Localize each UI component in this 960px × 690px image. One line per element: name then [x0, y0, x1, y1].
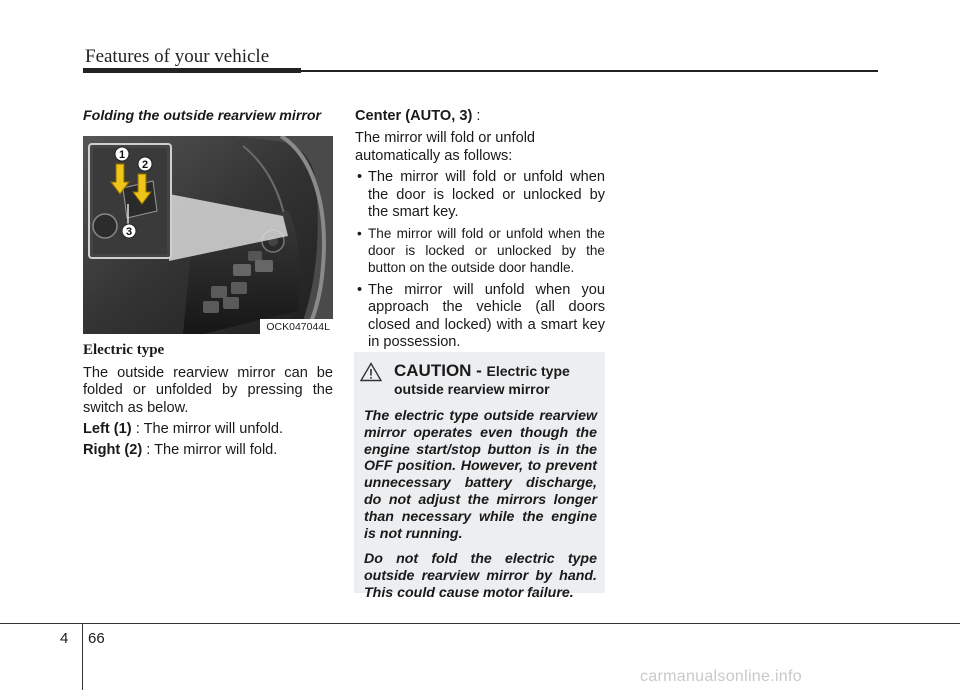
center-label: Center (AUTO, 3)	[355, 108, 473, 124]
bullet-icon: •	[357, 226, 362, 242]
callout-3	[122, 224, 136, 238]
svg-text:3: 3	[125, 226, 133, 239]
bullet-icon: •	[357, 281, 363, 298]
caution-paragraph: Do not fold the electric type outside rearview mirror by hand. This could cause motor failure.	[364, 551, 597, 601]
intro-text: The outside rearview mirror can be folded or unfolded by pressing the switch as below.	[83, 364, 333, 416]
callout-1	[115, 147, 129, 161]
right-column	[355, 108, 605, 356]
chapter-number: 4	[60, 630, 69, 647]
auto-intro: The mirror will fold or unfold automatically as follows:	[355, 130, 536, 164]
left-label: Left (1)	[83, 421, 132, 438]
caution-subtitle: outside rearview mirror	[394, 381, 550, 397]
center-suffix: :	[472, 108, 481, 124]
footer-divider	[82, 623, 83, 690]
bullet-icon: •	[357, 169, 363, 186]
right-text: : The mirror will fold.	[146, 442, 278, 459]
caution-title-rest: Electric type	[486, 363, 570, 379]
center-heading	[355, 108, 605, 125]
auto-list	[355, 169, 605, 351]
caution-header	[364, 362, 597, 398]
image-code: OCK047044L	[260, 319, 333, 334]
left-text: : The mirror will unfold.	[135, 421, 284, 438]
caution-label: CAUTION -	[394, 361, 487, 380]
right-label: Right (2)	[83, 442, 143, 459]
mirror-switch-photo	[83, 136, 333, 334]
left-instruction	[83, 421, 333, 438]
list-item: • The mirror will unfold when you approach the vehicle (all doors closed and locked) with a smart key in possession.	[357, 281, 605, 351]
electric-type-subheading: Electric type	[83, 342, 165, 359]
header-title: Features of your vehicle	[85, 46, 270, 67]
list-item: • The mirror will fold or unfold when the door is locked or unlocked by the smart key.	[357, 169, 605, 221]
left-column	[83, 108, 333, 464]
door-panel-illustration	[83, 136, 333, 334]
header-rule	[301, 70, 878, 72]
caution-paragraph: The electric type outside rearview mirror operates even though the engine start/stop button is in the OFF position. However, to prevent unnecessary battery discharge, do not adjust the mirrors longer than necessary while the engine is not running.	[364, 408, 597, 542]
warning-triangle-icon	[360, 362, 382, 382]
svg-text:2: 2	[141, 159, 149, 172]
caution-title	[394, 362, 597, 381]
caution-box	[354, 352, 605, 601]
list-item: • The mirror will fold or unfold when the door is locked or unlocked by the button on the outside door handle.	[357, 226, 605, 276]
footer-rule	[0, 623, 960, 624]
callout-2	[138, 157, 152, 171]
section-heading: Folding the outside rearview mirror	[83, 108, 322, 124]
page-number: 66	[88, 630, 105, 647]
svg-text:1: 1	[118, 149, 126, 162]
header-bar	[83, 68, 301, 73]
right-instruction	[83, 442, 333, 459]
watermark: carmanualsonline.info	[640, 668, 802, 685]
